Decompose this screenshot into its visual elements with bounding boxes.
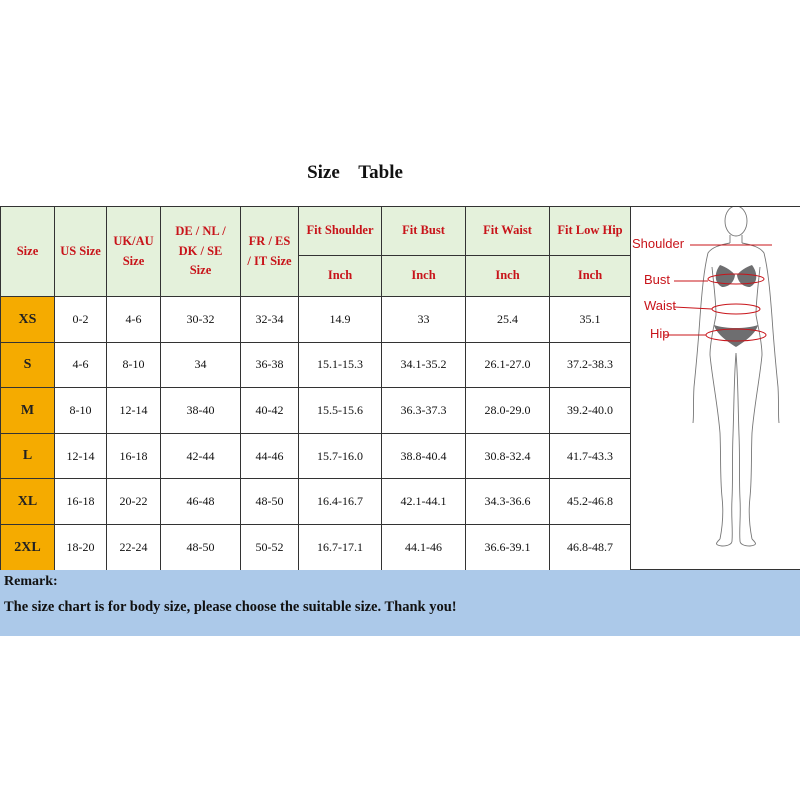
header-unit-shoulder: Inch [299,256,382,297]
header-de-line1: DE / NL / [175,224,226,239]
header-fit-shoulder: Fit Shoulder [299,207,382,256]
cell-hip: 41.7-43.3 [550,433,631,479]
cell-us: 0-2 [55,297,107,343]
label-shoulder: Shoulder [632,236,685,251]
label-waist: Waist [644,298,677,313]
cell-uk: 4-6 [107,297,161,343]
header-fit-bust: Fit Bust [382,207,466,256]
header-fit-waist: Fit Waist [466,207,550,256]
table-row [1,342,631,388]
cell-shoulder: 14.9 [299,297,382,343]
remark-label: Remark: [4,574,58,589]
cell-fr: 50-52 [241,524,299,570]
body-figure-panel [630,206,800,570]
cell-shoulder: 16.7-17.1 [299,524,382,570]
header-uk-au-line2: Size [122,253,145,268]
size-label-cell: S [1,342,55,388]
cell-fr: 48-50 [241,479,299,525]
cell-hip: 45.2-46.8 [550,479,631,525]
label-hip: Hip [650,326,670,341]
body-silhouette-icon [693,207,779,546]
cell-us: 8-10 [55,388,107,434]
cell-shoulder: 15.7-16.0 [299,433,382,479]
garment-shape-icon [714,265,758,347]
cell-uk: 12-14 [107,388,161,434]
header-de-line3: Size [189,263,212,278]
cell-us: 16-18 [55,479,107,525]
cell-bust: 42.1-44.1 [382,479,466,525]
cell-shoulder: 16.4-16.7 [299,479,382,525]
label-bust: Bust [644,272,671,287]
cell-shoulder: 15.1-15.3 [299,342,382,388]
table-row [1,524,631,570]
header-fr-line2: / IT Size [247,253,292,268]
header-unit-bust: Inch [382,256,466,297]
cell-us: 18-20 [55,524,107,570]
remark-text: The size chart is for body size, please choose the suitable size. Thank you! [4,599,457,615]
cell-us: 4-6 [55,342,107,388]
cell-uk: 22-24 [107,524,161,570]
cell-waist: 25.4 [466,297,550,343]
remark-panel [0,570,800,636]
cell-de: 46-48 [161,479,241,525]
cell-waist: 34.3-36.6 [466,479,550,525]
header-fr-line1: FR / ES [248,234,291,249]
cell-de: 34 [161,342,241,388]
size-label-cell: XS [1,297,55,343]
cell-hip: 46.8-48.7 [550,524,631,570]
header-fr-es-it-size [241,207,299,297]
cell-bust: 33 [382,297,466,343]
header-de-nl-dk-se-size [161,207,241,297]
page-title: Size Table [307,162,403,183]
cell-bust: 34.1-35.2 [382,342,466,388]
cell-waist: 30.8-32.4 [466,433,550,479]
cell-de: 42-44 [161,433,241,479]
cell-bust: 36.3-37.3 [382,388,466,434]
cell-waist: 26.1-27.0 [466,342,550,388]
cell-fr: 40-42 [241,388,299,434]
table-row [1,297,631,343]
size-label-cell: L [1,433,55,479]
cell-uk: 20-22 [107,479,161,525]
cell-uk: 16-18 [107,433,161,479]
cell-de: 30-32 [161,297,241,343]
header-size: Size [1,207,55,297]
table-row [1,433,631,479]
cell-shoulder: 15.5-15.6 [299,388,382,434]
cell-waist: 36.6-39.1 [466,524,550,570]
cell-de: 38-40 [161,388,241,434]
cell-fr: 44-46 [241,433,299,479]
cell-fr: 32-34 [241,297,299,343]
size-label-cell: XL [1,479,55,525]
cell-uk: 8-10 [107,342,161,388]
cell-hip: 37.2-38.3 [550,342,631,388]
header-de-line2: DK / SE [178,243,223,258]
cell-bust: 44.1-46 [382,524,466,570]
cell-hip: 39.2-40.0 [550,388,631,434]
cell-de: 48-50 [161,524,241,570]
table-row [1,388,631,434]
header-uk-au-line1: UK/AU [113,234,154,249]
header-uk-au-size [107,207,161,297]
cell-hip: 35.1 [550,297,631,343]
size-label-cell: M [1,388,55,434]
header-us-size: US Size [55,207,107,297]
size-label-cell: 2XL [1,524,55,570]
header-unit-hip: Inch [550,256,631,297]
table-row [1,479,631,525]
header-fit-low-hip: Fit Low Hip [550,207,631,256]
header-unit-waist: Inch [466,256,550,297]
cell-waist: 28.0-29.0 [466,388,550,434]
size-table [0,206,631,571]
cell-fr: 36-38 [241,342,299,388]
cell-us: 12-14 [55,433,107,479]
cell-bust: 38.8-40.4 [382,433,466,479]
body-measurement-figure [630,207,800,569]
